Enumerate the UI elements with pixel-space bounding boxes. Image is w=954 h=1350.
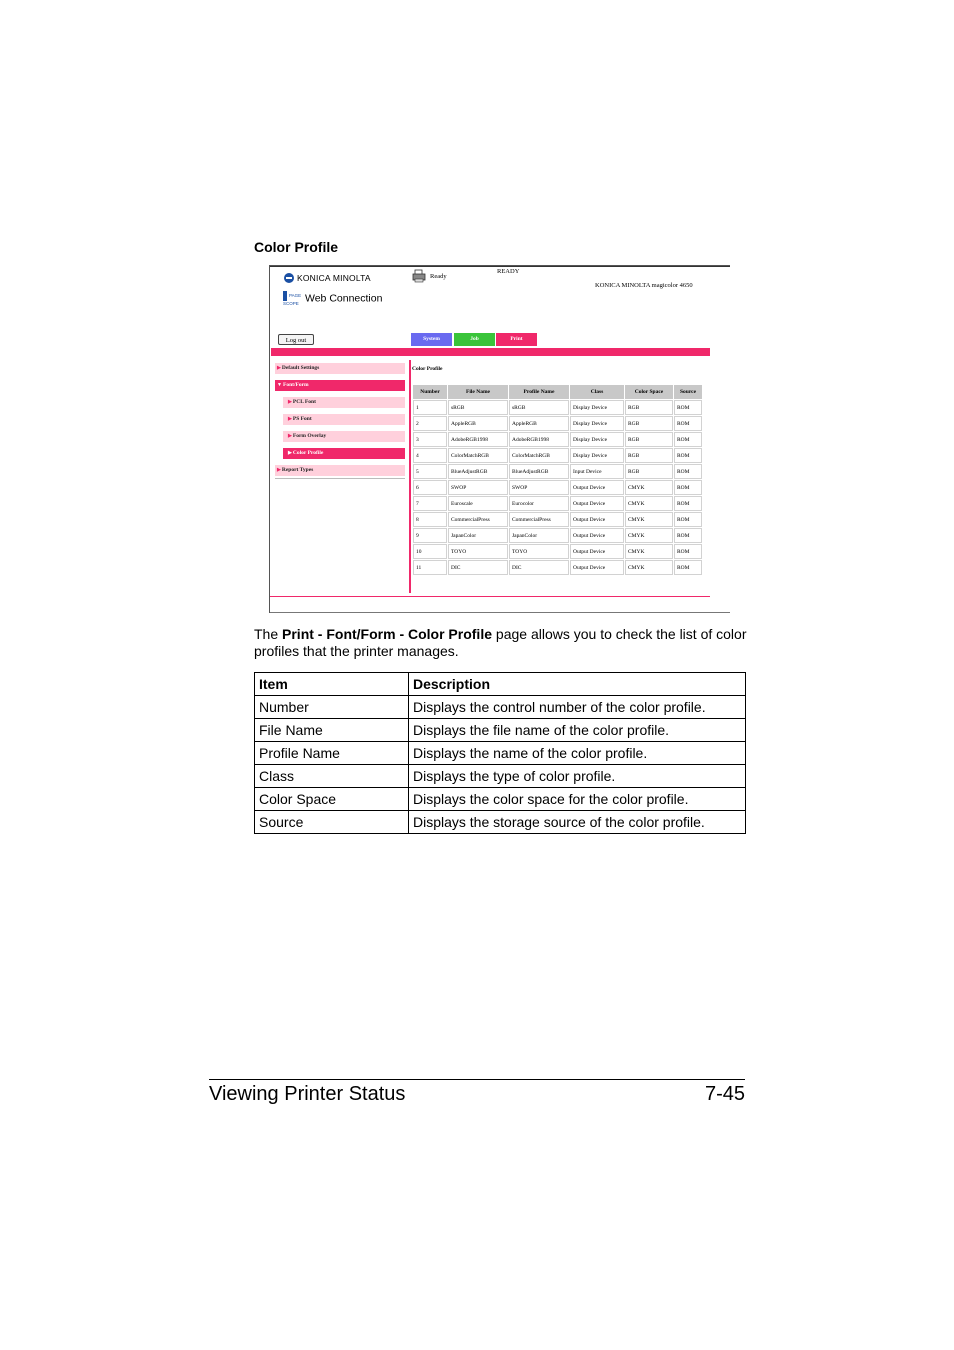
header-source: Source: [674, 385, 702, 399]
table-cell: ROM: [674, 544, 702, 559]
table-cell: BlueAdjustRGB: [448, 464, 508, 479]
web-connection-screenshot: [269, 265, 730, 613]
footer-title: Viewing Printer Status: [209, 1083, 406, 1105]
table-cell: SWOP: [448, 480, 508, 495]
table-cell: CommercialPress: [509, 512, 569, 527]
table-row: [413, 544, 702, 559]
globe-icon: [284, 273, 294, 283]
header-profile-name: Profile Name: [509, 385, 569, 399]
tab-system[interactable]: System: [411, 333, 452, 346]
table-cell: 6: [413, 480, 447, 495]
screenshot-top-border: [270, 266, 730, 267]
sidebar-item-report-types[interactable]: ▶Report Types: [275, 465, 405, 476]
footer-divider: [270, 596, 710, 597]
table-cell: Output Device: [570, 512, 624, 527]
table-cell: Output Device: [570, 480, 624, 495]
table-cell: RGB: [625, 416, 673, 431]
table-cell: Output Device: [570, 544, 624, 559]
section-heading: Color Profile: [254, 239, 339, 255]
table-cell: CMYK: [625, 544, 673, 559]
item-description-table-body: [255, 696, 746, 834]
header-color-space: Color Space: [625, 385, 673, 399]
table-row: [413, 512, 702, 527]
table-cell: 5: [413, 464, 447, 479]
item-cell: Color Space: [255, 788, 409, 811]
table-cell: ROM: [674, 464, 702, 479]
table-cell: 7: [413, 496, 447, 511]
table-row: [413, 400, 702, 415]
table-row: [255, 742, 746, 765]
description-cell: Displays the file name of the color profile.: [409, 719, 746, 742]
header-description: Description: [409, 673, 746, 696]
table-cell: TOYO: [509, 544, 569, 559]
description-cell: Displays the storage source of the color profile.: [409, 811, 746, 834]
table-cell: RGB: [625, 400, 673, 415]
footer-rule: [209, 1079, 745, 1080]
table-row: [413, 448, 702, 463]
table-header-row: [255, 673, 746, 696]
item-cell: Source: [255, 811, 409, 834]
table-cell: Display Device: [570, 416, 624, 431]
table-cell: ROM: [674, 432, 702, 447]
description-cell: Displays the color space for the color profile.: [409, 788, 746, 811]
table-cell: ROM: [674, 560, 702, 575]
table-cell: 1: [413, 400, 447, 415]
sidebar-item-default-settings[interactable]: ▶Default Settings: [275, 363, 405, 374]
table-cell: ROM: [674, 528, 702, 543]
table-row: [255, 788, 746, 811]
sidebar-item-pcl-font[interactable]: ▶PCL Font: [283, 397, 405, 408]
sidebar-item-color-profile[interactable]: ▶Color Profile: [283, 448, 405, 459]
table-cell: Output Device: [570, 560, 624, 575]
table-row: [255, 811, 746, 834]
table-row: [413, 496, 702, 511]
sidebar-item-font-form[interactable]: ▼Font/Form: [275, 380, 405, 391]
table-cell: ColorMatchRGB: [509, 448, 569, 463]
item-cell: Number: [255, 696, 409, 719]
table-cell: Eurocolor: [509, 496, 569, 511]
table-cell: AdobeRGB1998: [448, 432, 508, 447]
table-cell: JapanColor: [448, 528, 508, 543]
table-cell: 8: [413, 512, 447, 527]
table-row: [413, 416, 702, 431]
arrow-right-icon: ▶: [277, 366, 281, 371]
table-cell: TOYO: [448, 544, 508, 559]
table-row: [255, 719, 746, 742]
pagescope-web-connection-logo: PAGE SCOPE Web Connection: [283, 292, 383, 306]
table-row: [413, 464, 702, 479]
arrow-right-icon: ▶: [288, 417, 292, 422]
table-row: [413, 528, 702, 543]
description-cell: Displays the control number of the color profile.: [409, 696, 746, 719]
table-cell: DIC: [448, 560, 508, 575]
table-cell: ROM: [674, 448, 702, 463]
table-cell: ROM: [674, 496, 702, 511]
header-item: Item: [255, 673, 409, 696]
tab-job[interactable]: Job: [454, 333, 495, 346]
table-row: [413, 480, 702, 495]
table-cell: CommercialPress: [448, 512, 508, 527]
color-profile-table: [412, 384, 703, 576]
screenshot-bottom-border: [270, 612, 730, 613]
description-paragraph: The Print - Font/Form - Color Profile page allows you to check the list of color profiles that the printer manages.: [254, 626, 747, 659]
arrow-down-icon: ▼: [277, 383, 282, 388]
table-row: [255, 765, 746, 788]
table-cell: Output Device: [570, 528, 624, 543]
menu-path: Print - Font/Form - Color Profile: [282, 626, 493, 642]
item-cell: Class: [255, 765, 409, 788]
konica-minolta-logo: KONICA MINOLTA: [284, 272, 371, 283]
table-row: [255, 696, 746, 719]
table-cell: Output Device: [570, 496, 624, 511]
content-title: Color Profile: [412, 366, 443, 372]
table-cell: Euroscale: [448, 496, 508, 511]
item-cell: Profile Name: [255, 742, 409, 765]
header-bar: [271, 348, 710, 356]
table-cell: ROM: [674, 480, 702, 495]
table-cell: Input Device: [570, 464, 624, 479]
arrow-right-icon: ▶: [277, 468, 281, 473]
table-cell: AppleRGB: [448, 416, 508, 431]
table-header-row: [413, 385, 702, 399]
logout-button[interactable]: Log out: [278, 334, 314, 345]
table-cell: AppleRGB: [509, 416, 569, 431]
table-cell: CMYK: [625, 528, 673, 543]
arrow-right-icon: ▶: [288, 451, 292, 456]
table-cell: 9: [413, 528, 447, 543]
table-cell: JapanColor: [509, 528, 569, 543]
page-number: 7-45: [704, 1083, 745, 1105]
table-cell: sRGB: [448, 400, 508, 415]
table-cell: AdobeRGB1998: [509, 432, 569, 447]
table-cell: sRGB: [509, 400, 569, 415]
printer-icon: [412, 269, 426, 283]
table-cell: CMYK: [625, 560, 673, 575]
description-cell: Displays the name of the color profile.: [409, 742, 746, 765]
table-cell: ColorMatchRGB: [448, 448, 508, 463]
table-cell: CMYK: [625, 480, 673, 495]
color-profile-table-body: [413, 400, 702, 575]
table-cell: ROM: [674, 416, 702, 431]
sidebar: [275, 363, 405, 479]
printer-ready-label: Ready: [430, 273, 447, 280]
table-cell: 10: [413, 544, 447, 559]
table-cell: Display Device: [570, 448, 624, 463]
table-cell: RGB: [625, 464, 673, 479]
sidebar-divider: [275, 478, 405, 479]
table-cell: SWOP: [509, 480, 569, 495]
printer-model: KONICA MINOLTA magicolor 4650: [595, 282, 693, 289]
sidebar-item-ps-font[interactable]: ▶PS Font: [283, 414, 405, 425]
pagescope-icon: PAGE SCOPE: [283, 291, 305, 306]
table-cell: RGB: [625, 448, 673, 463]
header-number: Number: [413, 385, 447, 399]
sidebar-item-form-overlay[interactable]: ▶Form Overlay: [283, 431, 405, 442]
table-cell: CMYK: [625, 496, 673, 511]
table-row: [413, 432, 702, 447]
table-cell: 4: [413, 448, 447, 463]
table-cell: RGB: [625, 432, 673, 447]
table-cell: Display Device: [570, 432, 624, 447]
item-description-table: [254, 672, 746, 834]
printer-status: READY: [497, 268, 520, 275]
table-cell: DIC: [509, 560, 569, 575]
header-class: Class: [570, 385, 624, 399]
table-cell: CMYK: [625, 512, 673, 527]
arrow-right-icon: ▶: [288, 434, 292, 439]
description-cell: Displays the type of color profile.: [409, 765, 746, 788]
header-file-name: File Name: [448, 385, 508, 399]
table-cell: 2: [413, 416, 447, 431]
table-cell: Display Device: [570, 400, 624, 415]
tab-print[interactable]: Print: [496, 333, 537, 346]
table-row: [413, 560, 702, 575]
table-cell: ROM: [674, 400, 702, 415]
vertical-divider: [409, 360, 411, 593]
table-cell: 11: [413, 560, 447, 575]
table-cell: BlueAdjustRGB: [509, 464, 569, 479]
table-cell: 3: [413, 432, 447, 447]
table-cell: ROM: [674, 512, 702, 527]
item-cell: File Name: [255, 719, 409, 742]
arrow-right-icon: ▶: [288, 400, 292, 405]
